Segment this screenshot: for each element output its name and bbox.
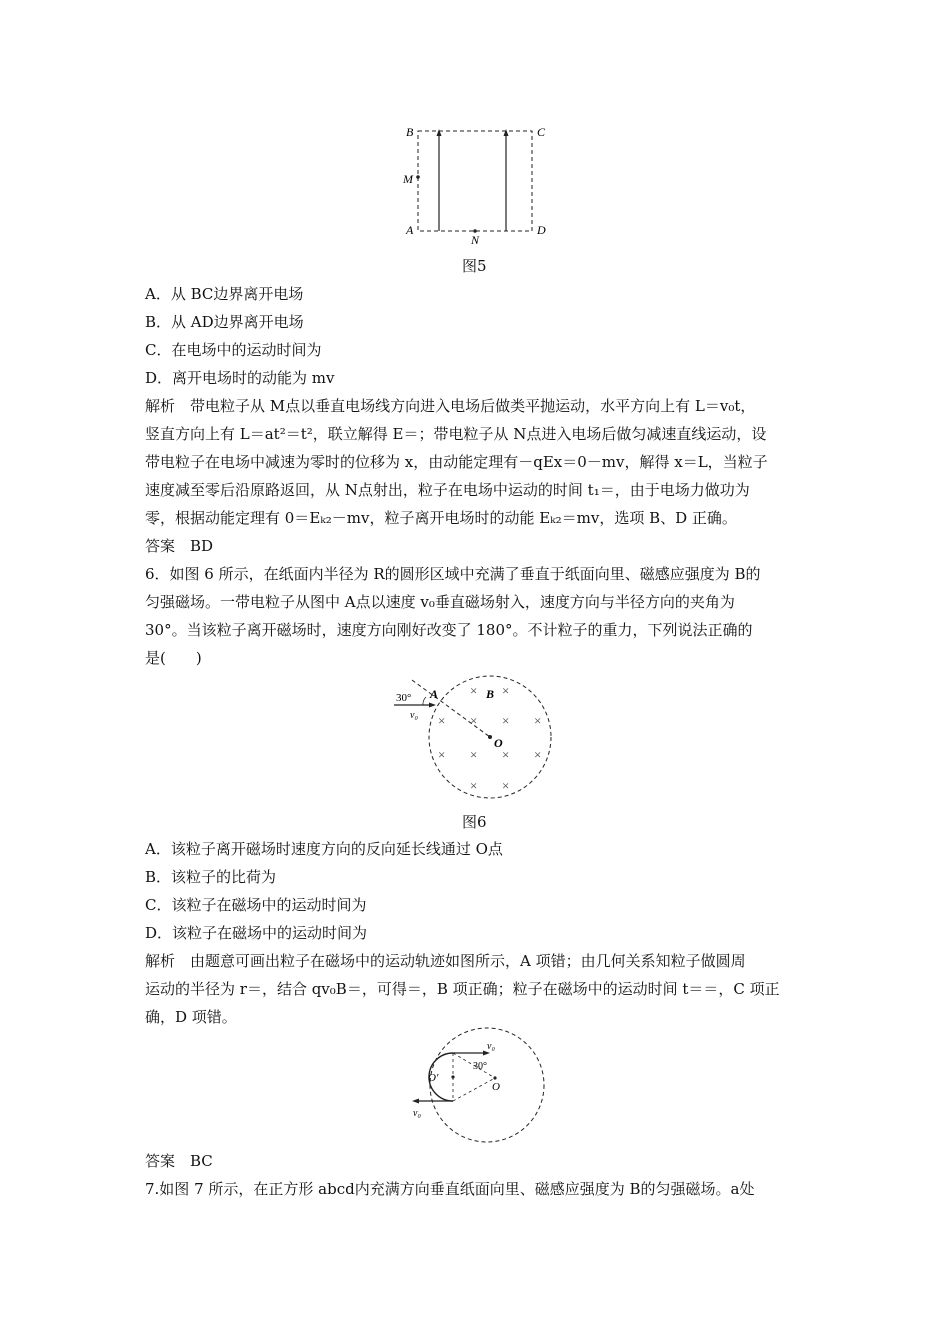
cross-mark: × [470,683,478,698]
q6-analysis-line-1: 解析 由题意可画出粒子在磁场中的运动轨迹如图所示，A 项错；由几何关系知粒子做圆周 [145,952,746,970]
figure-5-diagram [400,122,560,247]
q5-analysis-line-3: 带电粒子在电场中减速为零时的位移为 x，由动能定理有－qEx＝0－mv，解得 x＝L，当粒子 [145,453,768,471]
q6-stem-line-2: 匀强磁场。一带电粒子从图中 A点以速度 v₀垂直磁场射入，速度方向与半径方向的夹角为 [145,593,735,611]
cross-mark: × [502,713,510,728]
q6-option-d: D．该粒子在磁场中的运动时间为 [145,924,368,942]
cross-mark: × [502,747,510,762]
angle-30-label: 30° [396,692,412,704]
q5-answer: 答案 BD [145,537,214,555]
label-D: D [537,223,546,237]
q7-stem-line-1: 7.如图 7 所示，在正方形 abcd内充满方向垂直纸面向里、磁感应强度为 B的匀强磁场。a处 [145,1180,755,1198]
cross-mark: × [502,683,510,698]
q5-analysis-line-2: 竖直方向上有 L＝at²＝t²，联立解得 E＝；带电粒子从 N点进入电场后做匀减速直线运动，设 [145,425,767,443]
sol-center-O-prime-label: O′ [428,1072,439,1084]
cross-mark: × [470,778,478,793]
q5-option-d: D．离开电场时的动能为 mv [145,369,335,387]
q6-analysis-line-2: 运动的半径为 r＝，结合 qv₀B＝，可得＝，B 项正确；粒子在磁场中的运动时间 t＝＝，C 项正 [145,980,780,998]
label-M: M [403,172,413,186]
cross-mark: × [470,713,478,728]
sol-v0-top-label: v₀ [487,1041,495,1052]
label-A: A [406,223,414,237]
q6-option-a: A．该粒子离开磁场时速度方向的反向延长线通过 O点 [145,840,503,858]
q5-option-b: B．从 AD边界离开电场 [145,313,304,331]
q6-option-c: C．该粒子在磁场中的运动时间为 [145,896,367,914]
sol-center-O-label: O [492,1081,500,1093]
point-A-label: A [430,687,439,701]
velocity-v0-label: v₀ [410,710,418,721]
cross-mark: × [470,747,478,762]
q5-option-c: C．在电场中的运动时间为 [145,341,322,359]
q5-option-a: A．从 BC边界离开电场 [145,285,304,303]
figure-5-caption: 图5 [462,257,487,275]
cross-mark: × [502,778,510,793]
q6-stem-line-3: 30°。当该粒子离开磁场时，速度方向刚好改变了 180°。不计粒子的重力，下列说法正确的 [145,621,753,639]
cross-mark: × [438,713,446,728]
q5-analysis-line-1: 解析 带电粒子从 M点以垂直电场线方向进入电场后做类平抛运动，水平方向上有 L＝v₀t， [145,397,756,415]
solution-trajectory-diagram [405,1040,555,1140]
q5-analysis-line-4: 速度减至零后沿原路返回，从 N点射出，粒子在电场中运动的时间 t₁＝，由于电场力做功为 [145,481,750,499]
label-C: C [537,125,546,139]
cross-mark: × [534,747,542,762]
label-B: B [406,125,414,139]
q6-option-b: B．该粒子的比荷为 [145,868,277,886]
cross-mark: × [438,747,446,762]
field-B-label: B [486,687,495,701]
center-O-label: O [494,736,503,750]
sol-v0-bottom-label: v₀ [413,1108,421,1119]
sol-angle-30-label: 30° [473,1061,487,1072]
q6-stem-line-4: 是( ) [145,649,202,667]
q6-analysis-line-3: 确，D 项错。 [145,1008,237,1026]
label-N: N [471,233,480,247]
q6-stem-line-1: 6．如图 6 所示，在纸面内半径为 R的圆形区域中充满了垂直于纸面向里、磁感应强度为 B的 [145,565,761,583]
q6-answer: 答案 BC [145,1152,213,1170]
figure-6-caption: 图6 [462,813,487,831]
figure-6-diagram [390,670,565,805]
cross-mark: × [534,713,542,728]
q5-analysis-line-5: 零，根据动能定理有 0＝Eₖ₂－mv，粒子离开电场时的动能 Eₖ₂＝mv，选项 B、D 正确。 [145,509,737,527]
